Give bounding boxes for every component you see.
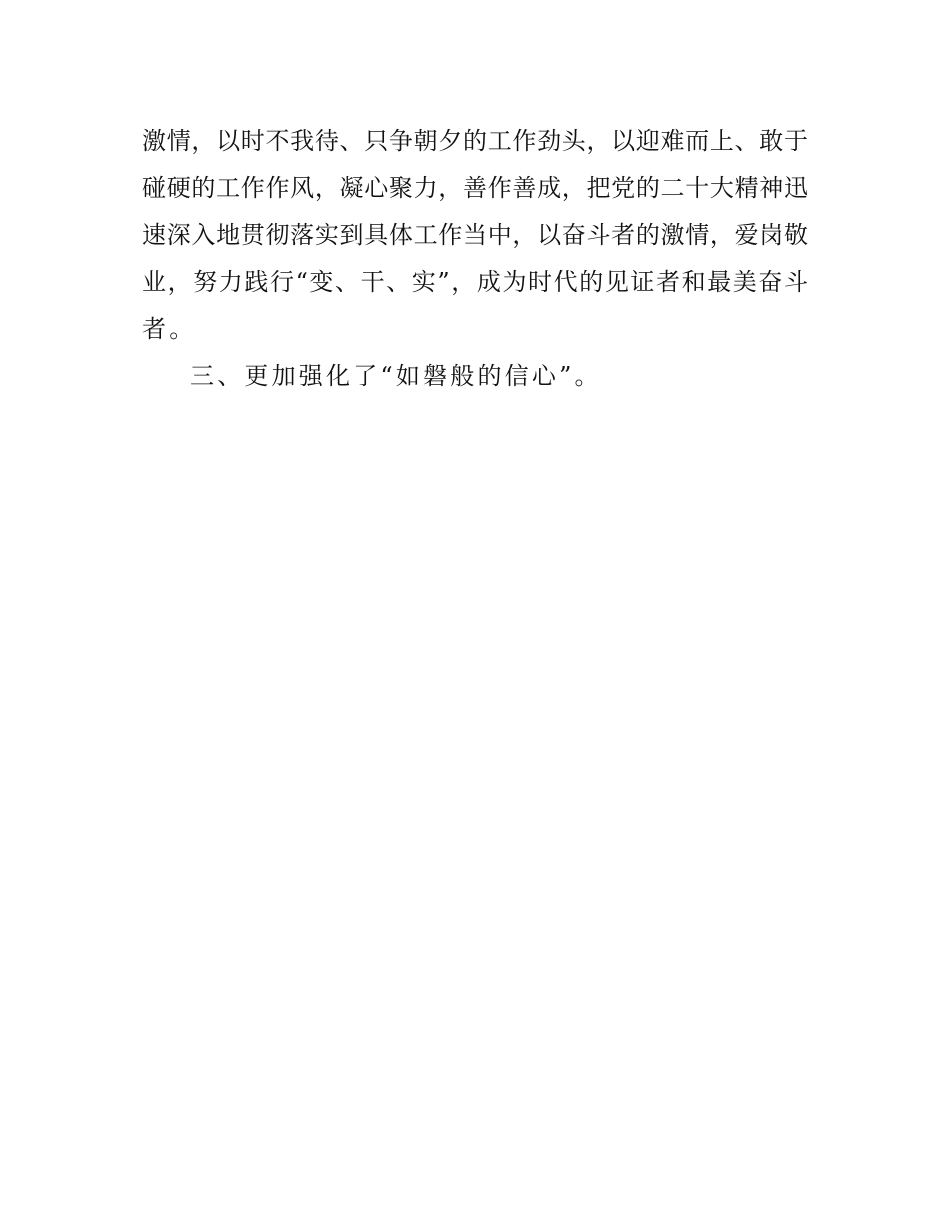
section-heading: 三、更加强化了“如磐般的信心”。 [190,362,602,390]
paragraph-line: 碰硬的工作作风，凝心聚力，善作善成，把党的二十大精神迅 [142,174,808,202]
paragraph-line: 速深入地贯彻落实到具体工作当中，以奋斗者的激情，爱岗敬 [142,221,808,249]
document-body [142,118,808,400]
paragraph-line: 激情，以时不我待、只争朝夕的工作劲头，以迎难而上、敢于 [142,127,808,155]
paragraph-line: 业，努力践行“变、干、实”，成为时代的见证者和最美奋斗 [142,268,808,296]
paragraph-line: 者。 [142,315,197,343]
paragraph-continued [142,118,808,353]
